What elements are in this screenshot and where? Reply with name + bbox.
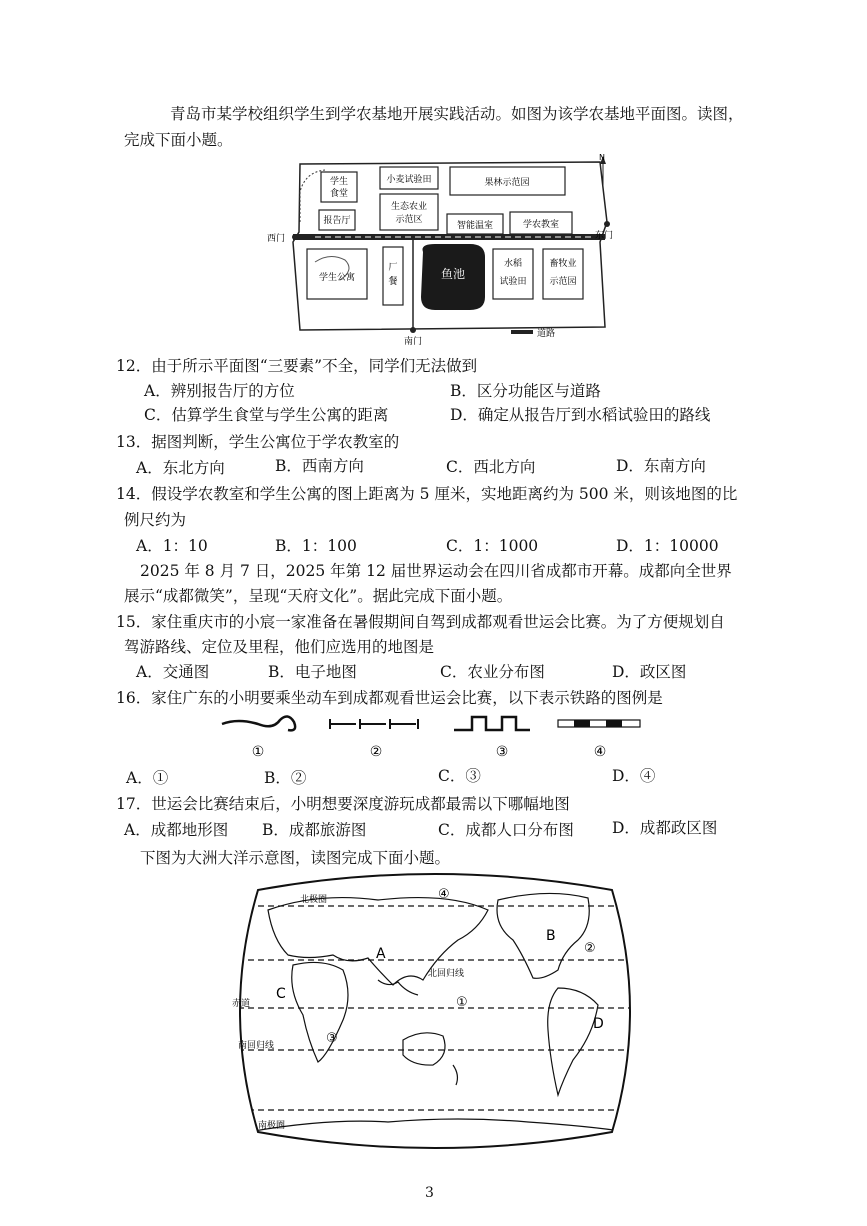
- q17-option-d: D．成都政区图: [612, 819, 718, 837]
- antarctic-label: 南极圈: [258, 1121, 286, 1131]
- q16-stem: 16．家住广东的小明要乘坐动车到成都观看世运会比赛，以下表示铁路的图例是: [116, 689, 663, 707]
- west-gate-label: 西门: [267, 234, 286, 244]
- intro3-line1: 下图为大洲大洋示意图，读图完成下面小题。: [140, 849, 451, 867]
- orchard-label: 果林示范园: [484, 178, 530, 188]
- tropic-cancer-label: 北回归线: [428, 969, 465, 979]
- svg-text:食堂: 食堂: [329, 189, 349, 199]
- q15-option-b: B．电子地图: [268, 663, 357, 681]
- q15-option-a: A．交通图: [136, 663, 210, 681]
- canteen-v-box: [383, 247, 403, 305]
- label-A: A: [376, 946, 386, 962]
- q16-option-a: A．①: [126, 769, 169, 787]
- greenhouse-label: 智能温室: [456, 221, 494, 231]
- q14-option-b: B．1：100: [275, 537, 357, 555]
- q15-option-c: C．农业分布图: [440, 663, 545, 681]
- intro2-line1: 2025 年 8 月 7 日，2025 年第 12 届世界运动会在四川省成都市开幕。成都向全世界: [140, 562, 732, 580]
- south-gate-marker: [410, 327, 416, 333]
- north-label: N: [599, 153, 605, 162]
- label-2: ②: [584, 941, 596, 956]
- map-frame: [240, 874, 630, 1148]
- q17-option-b: B．成都旅游图: [262, 821, 367, 839]
- q12-option-b: B．区分功能区与道路: [450, 382, 601, 400]
- road-legend-icon: [511, 330, 533, 334]
- legend-square-wave-icon: [454, 717, 530, 730]
- q13-option-d: D．东南方向: [616, 457, 706, 475]
- svg-text:示范园: 示范园: [549, 277, 577, 287]
- q12-stem: 12．由于所示平面图“三要素”不全，同学们无法做到: [116, 357, 478, 375]
- svg-text:餐: 餐: [388, 277, 398, 287]
- intro1-line2: 完成下面小题。: [124, 131, 233, 149]
- q15-option-d: D．政区图: [612, 663, 687, 681]
- legend-railway-icon: [558, 720, 640, 727]
- q13-stem: 13．据图判断，学生公寓位于学农教室的: [116, 433, 400, 451]
- legend-label-4: ④: [593, 744, 607, 760]
- trial-field-label: 小麦试验田: [386, 175, 432, 185]
- q16-option-d: D．④: [612, 767, 656, 785]
- q14-option-d: D．1：10000: [616, 537, 719, 555]
- page-number: 3: [425, 1185, 434, 1201]
- label-D: D: [593, 1016, 604, 1032]
- legend-label-2: ②: [369, 744, 383, 760]
- svg-text:厂: 厂: [388, 263, 398, 273]
- intro2-line2: 展示“成都微笑”，呈现“天府文化”。据此完成下面小题。: [124, 587, 513, 605]
- q15-stem-line2: 驾游路线、定位及里程，他们应选用的地图是: [124, 638, 435, 656]
- q12-option-d: D．确定从报告厅到水稻试验田的路线: [450, 406, 711, 424]
- q17-stem: 17．世运会比赛结束后，小明想要深度游玩成都最需以下哪幅地图: [116, 795, 570, 813]
- cafeteria-label: 学生: [329, 177, 349, 187]
- q17-option-c: C．成都人口分布图: [438, 821, 574, 839]
- svg-text:试验田: 试验田: [499, 277, 527, 287]
- svg-text:水稻: 水稻: [503, 259, 523, 269]
- q16-option-b: B．②: [264, 769, 307, 787]
- q16-option-c: C．③: [438, 767, 481, 785]
- q14-stem-line1: 14．假设学农教室和学生公寓的图上距离为 5 厘米，实地距离约为 500 米，则该地图的比: [116, 485, 738, 503]
- east-gate-marker: [604, 221, 610, 227]
- classroom-label: 学农教室: [522, 220, 560, 230]
- q15-stem-line1: 15．家住重庆市的小宸一家准备在暑假期间自驾到成都观看世运会比赛。为了方便规划自: [116, 613, 725, 631]
- label-B: B: [546, 928, 556, 944]
- farm-base-map: [255, 152, 615, 347]
- rice-field-box: [493, 249, 533, 299]
- q12-option-a: A．辨别报告厅的方位: [144, 382, 295, 400]
- railway-legend-choices: [218, 712, 648, 762]
- label-1: ①: [456, 995, 468, 1010]
- legend-label-3: ③: [495, 744, 509, 760]
- label-3: ③: [326, 1031, 338, 1046]
- q14-stem-line2: 例尺约为: [124, 511, 187, 529]
- q14-option-c: C．1：1000: [446, 537, 539, 555]
- west-gate-marker: [292, 234, 298, 240]
- q13-option-c: C．西北方向: [446, 458, 536, 476]
- livestock-box: [543, 249, 583, 299]
- q14-option-a: A．1：10: [136, 537, 208, 555]
- tropic-capricorn-label: 南回归线: [238, 1041, 275, 1051]
- world-map: [228, 870, 642, 1152]
- east-gate-label: 东门: [595, 231, 614, 241]
- arctic-label: 北极圈: [300, 895, 328, 905]
- svg-text:示范区: 示范区: [395, 215, 423, 225]
- pond-label: 鱼池: [440, 267, 466, 281]
- eco-agri-label: 生态农业: [390, 202, 428, 212]
- legend-dashed-ticks-icon: [330, 719, 418, 729]
- south-gate-label: 南门: [403, 337, 423, 347]
- q12-option-c: C．估算学生食堂与学生公寓的距离: [144, 406, 389, 424]
- q13-option-a: A．东北方向: [136, 459, 225, 477]
- svg-text:畜牧业: 畜牧业: [549, 259, 577, 269]
- equator-label: 赤道: [232, 999, 251, 1009]
- q17-option-a: A．成都地形图: [124, 821, 229, 839]
- dorm-label: 学生公寓: [318, 273, 356, 283]
- intro1-line1: 青岛市某学校组织学生到学农基地开展实践活动。如图为该学农基地平面图。读图，: [170, 105, 744, 123]
- road-legend-label: 道路: [537, 329, 556, 339]
- label-4: ④: [438, 887, 450, 902]
- q13-option-b: B．西南方向: [275, 457, 364, 475]
- legend-label-1: ①: [251, 744, 265, 760]
- lecture-hall-label: 报告厅: [323, 216, 351, 226]
- label-C: C: [276, 986, 286, 1002]
- legend-wavy-icon: [222, 716, 295, 730]
